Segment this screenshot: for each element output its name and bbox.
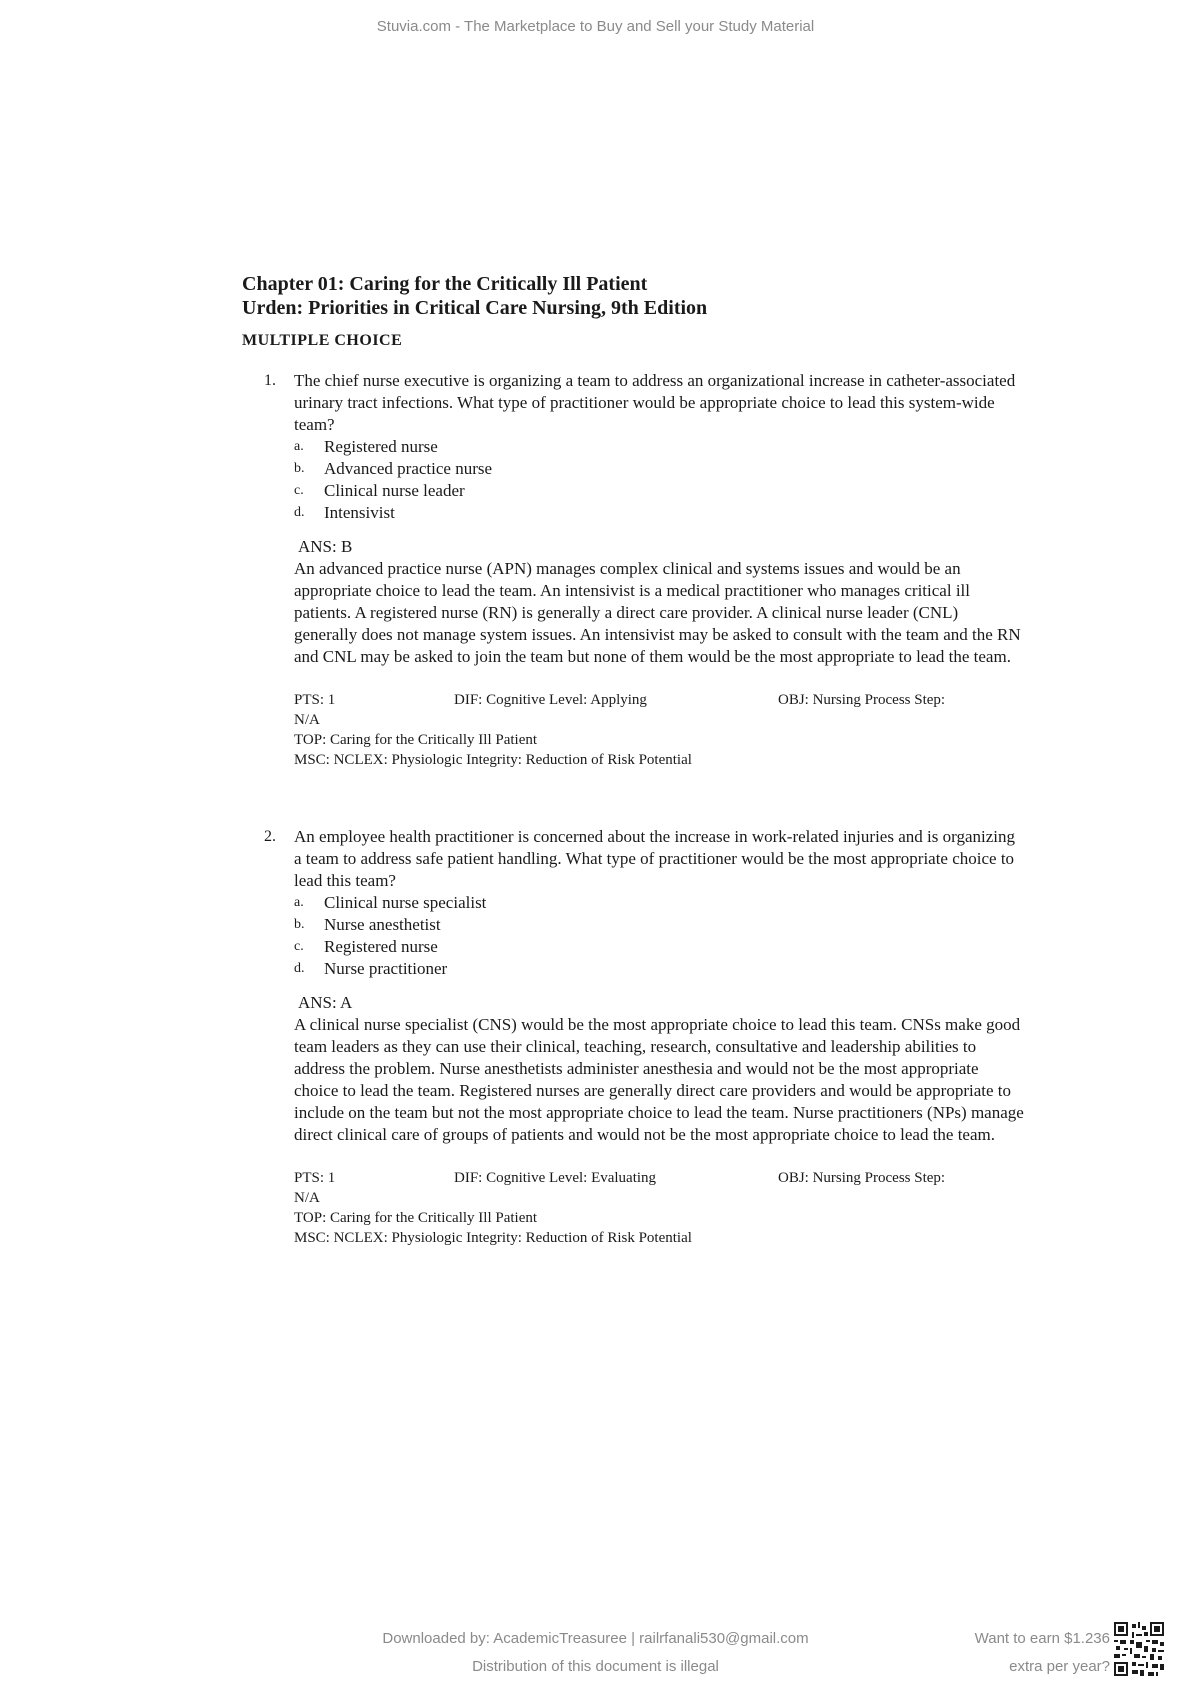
choice-item (294, 914, 1024, 936)
choice-item (294, 502, 1024, 524)
earn-promo-line1: Want to earn $1.236 (974, 1630, 1110, 1647)
msc-field: MSC: NCLEX: Physiologic Integrity: Reduction of Risk Potential (294, 1230, 692, 1246)
choice-text: Intensivist (324, 503, 395, 522)
answer-key: ANS: B (298, 537, 353, 556)
choice-list (264, 436, 1024, 524)
choice-item (294, 958, 1024, 980)
choice-text: Registered nurse (324, 937, 438, 956)
stuvia-watermark: Stuvia.com - The Marketplace to Buy and Sell your Study Material (376, 18, 815, 35)
choice-item (294, 480, 1024, 502)
points-field: PTS: 1 (294, 692, 336, 708)
answer-key: ANS: A (298, 993, 353, 1012)
choice-letter: d. (294, 961, 305, 976)
difficulty-field: DIF: Cognitive Level: Evaluating (454, 1170, 657, 1186)
objective-continued: N/A (294, 1190, 320, 1206)
topic-field: TOP: Caring for the Critically Ill Patient (294, 1210, 538, 1226)
choice-text: Nurse practitioner (324, 959, 448, 978)
rationale-text: An advanced practice nurse (APN) manages complex clinical and systems issues and would be an appropriate choice to lead the team. An intensivist is a medical practitioner who manages critical ill patients. A registered nurse (RN) is generally a direct care provider. A clinical nurse leader (CNL) generally does not manage system issues. An intensivist may be asked to consult with the team and the RN and CNL may be asked to join the team but none of them would be the most appropriate to lead the team. (294, 559, 1021, 666)
choice-letter: b. (294, 917, 305, 932)
choice-letter: c. (294, 483, 304, 498)
question-metadata (264, 690, 1024, 770)
choice-letter: c. (294, 939, 304, 954)
downloaded-by-text: Downloaded by: AcademicTreasuree | railrfanali530@gmail.com (382, 1630, 809, 1647)
earn-promo-line2: extra per year? (1009, 1658, 1110, 1675)
question-number: 1. (264, 372, 276, 389)
question-text: The chief nurse executive is organizing a team to address an organizational increase in catheter-associated urinary tract infections. What type of practitioner would be appropriate choice to lead this system-wide team? (294, 371, 1016, 434)
section-heading: MULTIPLE CHOICE (242, 332, 403, 349)
objective-field: OBJ: Nursing Process Step: (778, 1170, 946, 1186)
question-stem (264, 370, 1024, 436)
objective-field: OBJ: Nursing Process Step: (778, 692, 946, 708)
choice-text: Clinical nurse leader (324, 481, 465, 500)
qr-code-icon[interactable] (1114, 1622, 1164, 1676)
rationale-text: A clinical nurse specialist (CNS) would be the most appropriate choice to lead this team. CNSs make good team leaders as they can use their clinical, teaching, research, consultative and leadership abilities to address the problem. Nurse anesthetists administer anesthesia and would not be the most appropriate choice to lead the team. Registered nurses are generally direct care providers and would be appropriate to include on the team but not the most appropriate choice to lead the team. Nurse practitioners (NPs) manage direct clinical care of groups of patients and would not be the most appropriate choice to lead the team. (294, 1015, 1024, 1144)
msc-field: MSC: NCLEX: Physiologic Integrity: Reduction of Risk Potential (294, 752, 692, 768)
document-header (242, 272, 1022, 350)
choice-item (294, 892, 1024, 914)
points-field: PTS: 1 (294, 1170, 336, 1186)
question-2 (264, 826, 1024, 1248)
topic-field: TOP: Caring for the Critically Ill Patient (294, 732, 538, 748)
difficulty-field: DIF: Cognitive Level: Applying (454, 692, 647, 708)
book-title: Urden: Priorities in Critical Care Nursing, 9th Edition (242, 297, 708, 319)
choice-text: Advanced practice nurse (324, 459, 493, 478)
question-text: An employee health practitioner is concerned about the increase in work-related injuries and is organizing a team to address safe patient handling. What type of practitioner would be the most appropriate choice to lead this team? (294, 827, 1015, 890)
choice-item (294, 436, 1024, 458)
earn-promo[interactable] (940, 1625, 1110, 1681)
chapter-title: Chapter 01: Caring for the Critically Ill Patient (242, 273, 648, 295)
choice-letter: a. (294, 439, 304, 454)
choice-item (294, 458, 1024, 480)
choice-text: Registered nurse (324, 437, 438, 456)
question-stem (264, 826, 1024, 892)
choice-item (294, 936, 1024, 958)
choice-letter: a. (294, 895, 304, 910)
answer-block (264, 992, 1024, 1146)
choice-text: Clinical nurse specialist (324, 893, 487, 912)
choice-list (264, 892, 1024, 980)
distribution-notice: Distribution of this document is illegal (472, 1658, 719, 1675)
choice-text: Nurse anesthetist (324, 915, 441, 934)
objective-continued: N/A (294, 712, 320, 728)
choice-letter: b. (294, 461, 305, 476)
question-number: 2. (264, 828, 276, 845)
question-metadata (264, 1168, 1024, 1248)
question-1 (264, 370, 1024, 770)
answer-block (264, 536, 1024, 668)
choice-letter: d. (294, 505, 305, 520)
